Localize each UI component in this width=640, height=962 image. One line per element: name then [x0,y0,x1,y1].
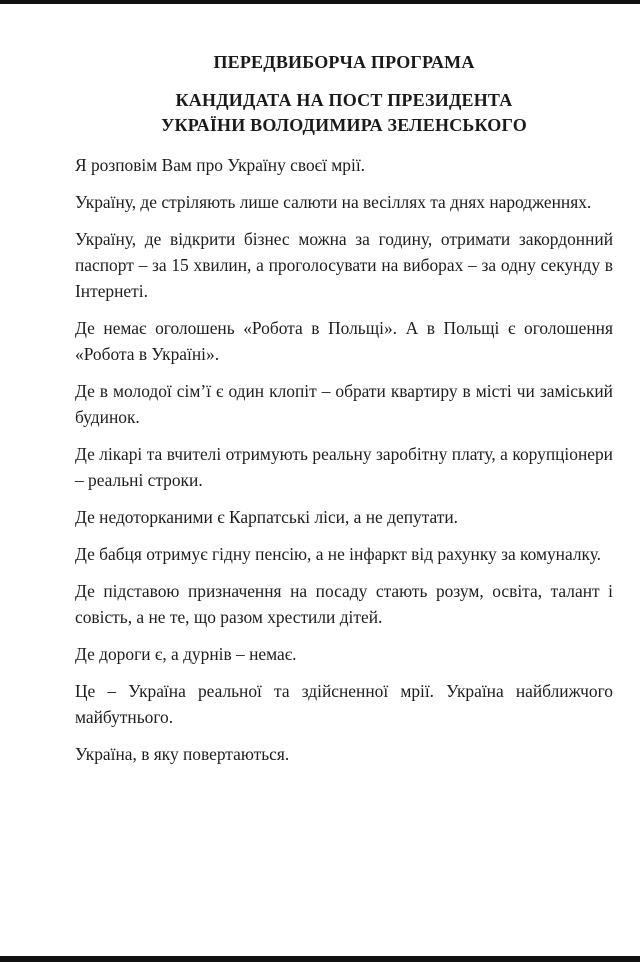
paragraph: Я розповім Вам про Україну своєї мрії. [75,155,366,175]
document-page [75,50,613,778]
paragraph: Де дороги є, а дурнів – немає. [75,644,297,664]
paragraph: Де недоторканими є Карпатські ліси, а не депутати. [75,507,459,527]
paragraph: Де лікарі та вчителі отримують реальну заробітну плату, а корупціонери – реальні строки. [75,444,613,490]
document-subtitle-line-1: КАНДИДАТА НА ПОСТ ПРЕЗИДЕНТА [175,90,513,110]
paragraph: Де підставою призначення на посаду стають розум, освіта, талант і совість, а не те, що разом хрестили дітей. [75,581,613,627]
paragraph: Де в молодої сім’ї є один клопіт – обрати квартиру в місті чи заміський будинок. [75,381,613,427]
top-border [0,0,640,4]
document-subtitle-line-2: УКРАЇНИ ВОЛОДИМИРА ЗЕЛЕНСЬКОГО [161,115,527,135]
paragraph: Україна, в яку повертаються. [75,744,290,764]
paragraph: Україну, де відкрити бізнес можна за годину, отримати закордонний паспорт – за 15 хвилин, а проголосувати на виборах – за одну секунду в Інтернеті. [75,229,613,301]
paragraph: Де бабця отримує гідну пенсію, а не інфаркт від рахунку за комуналку. [75,544,602,564]
bottom-border [0,956,640,962]
paragraph: Це – Україна реальної та здійсненної мрії. Україна найближчого майбутнього. [75,681,613,727]
paragraph: Україну, де стріляють лише салюти на весіллях та днях народженнях. [75,192,592,212]
document-title: ПЕРЕДВИБОРЧА ПРОГРАМА [213,52,475,72]
paragraph: Де немає оголошень «Робота в Польщі». А в Польщі є оголошення «Робота в Україні». [75,318,613,364]
